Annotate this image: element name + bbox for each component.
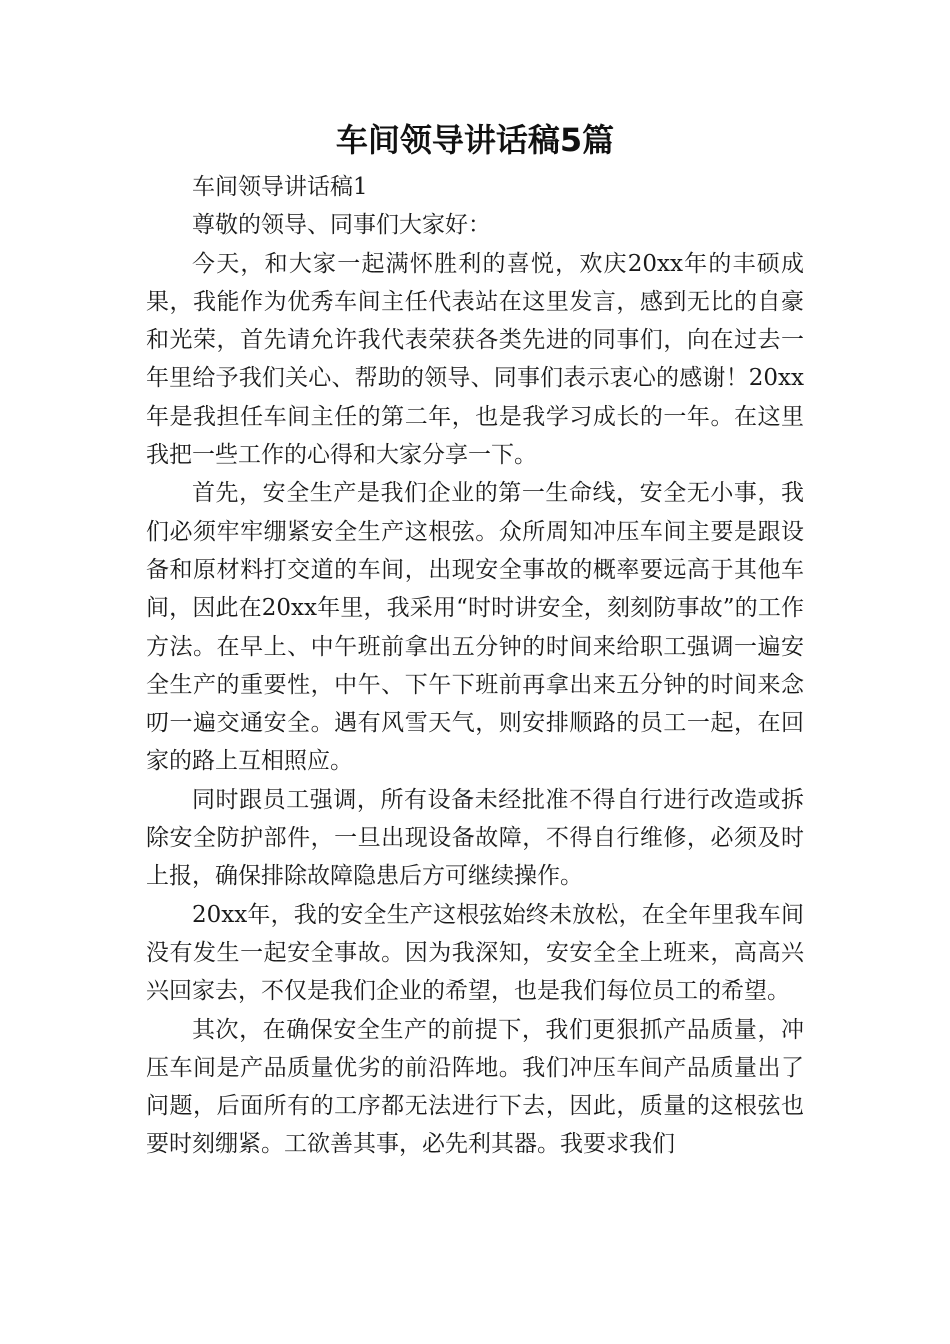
paragraph: 同时跟员工强调，所有设备未经批准不得自行进行改造或拆除安全防护部件，一旦出现设备故障，不得自行维修，必须及时上报，确保排除故障隐患后方可继续操作。: [146, 786, 804, 890]
document-body: [146, 168, 804, 1164]
paragraph: 其次，在确保安全生产的前提下，我们更狠抓产品质量，冲压车间是产品质量优劣的前沿阵地。我们冲压车间产品质量出了问题，后面所有的工序都无法进行下去，因此，质量的这根弦也要时刻绷紧。工欲善其事，必先利其器。我要求我们: [146, 1016, 804, 1158]
paragraph: 今天，和大家一起满怀胜利的喜悦，欢庆20xx年的丰硕成果，我能作为优秀车间主任代表站在这里发言，感到无比的自豪和光荣，首先请允许我代表荣获各类先进的同事们，向在过去一年里给予我们关心、帮助的领导、同事们表示衷心的感谢！20xx年是我担任车间主任的第二年，也是我学习成长的一年。在这里我把一些工作的心得和大家分享一下。: [146, 250, 804, 469]
paragraph: 首先，安全生产是我们企业的第一生命线，安全无小事，我们必须牢牢绷紧安全生产这根弦。众所周知冲压车间主要是跟设备和原材料打交道的车间，出现安全事故的概率要远高于其他车间，因此在20xx年里，我采用“时时讲安全，刻刻防事故”的工作方法。在早上、中午班前拿出五分钟的时间来给职工强调一遍安全生产的重要性，中午、下午下班前再拿出来五分钟的时间来念叨一遍交通安全。遇有风雪天气，则安排顺路的员工一起，在回家的路上互相照应。: [146, 480, 804, 775]
paragraph-subtitle: 车间领导讲话稿1: [192, 174, 368, 200]
document-title: 车间领导讲话稿5篇: [335, 121, 615, 159]
paragraph-greeting: 尊敬的领导、同事们大家好：: [192, 212, 491, 239]
paragraph: 20xx年，我的安全生产这根弦始终未放松，在全年里我车间没有发生一起安全事故。因为我深知，安安全全上班来，高高兴兴回家去，不仅是我们企业的希望，也是我们每位员工的希望。: [146, 901, 804, 1005]
